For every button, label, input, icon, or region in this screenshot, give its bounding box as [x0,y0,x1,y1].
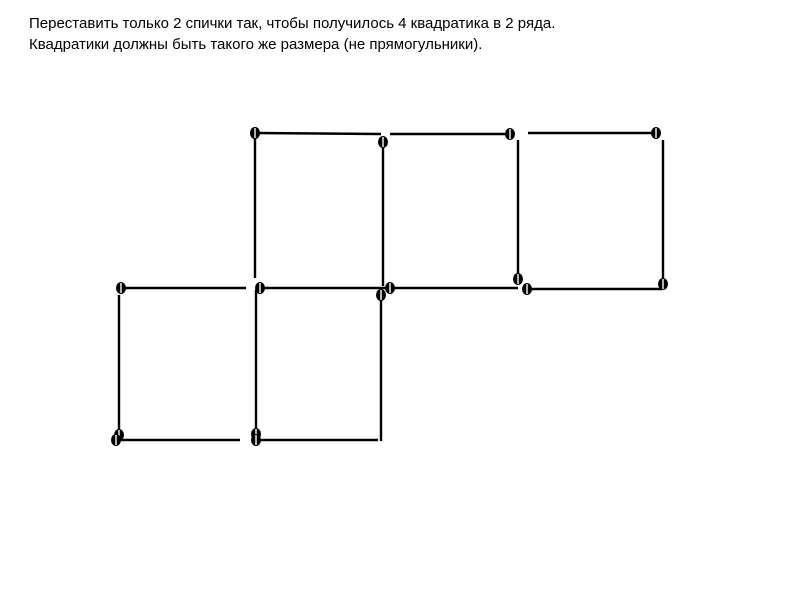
instruction-line-1: Переставить только 2 спички так, чтобы получилось 4 квадратика в 2 ряда. [29,15,556,32]
matchstick-5 [513,140,523,285]
matchsticks [111,127,668,446]
instruction-line-2: Квадратики должны быть такого же размера (не прямогульники). [29,36,483,53]
matchstick-13 [111,434,240,446]
matchstick-11 [116,282,246,294]
matchstick-15 [251,434,378,446]
matchstick-12 [114,295,124,441]
matchstick-3 [390,128,515,140]
matchstick-7 [658,140,668,290]
matchstick-1 [250,127,381,139]
matchstick-9 [255,282,386,294]
matchstick-16 [376,289,386,441]
matchstick-4 [378,136,388,286]
matchstick-6 [528,127,661,139]
matchstick-14 [251,290,261,440]
matchstick-2 [250,127,260,278]
matchstick-10 [385,282,518,294]
matchstick-8 [522,283,662,295]
